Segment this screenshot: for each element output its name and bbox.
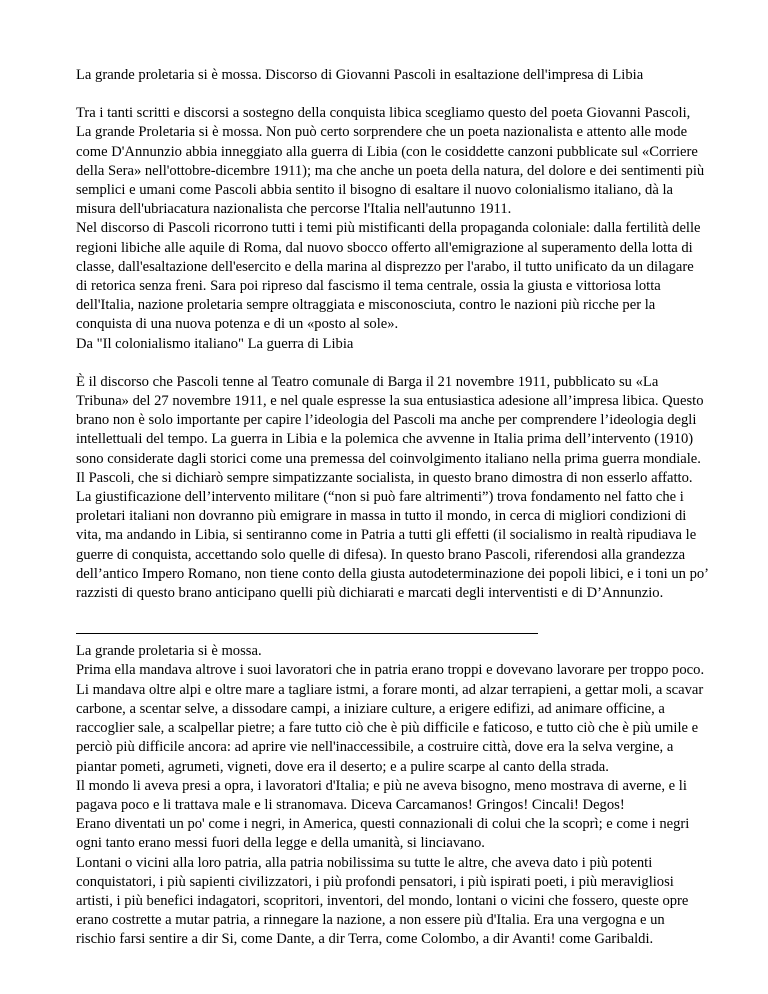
speech-paragraph: Il mondo li aveva presi a opra, i lavoratori d'Italia; e più ne aveva bisogno, meno mostrava di averne, e li pagava poco e li trattava male e li stranomava. Diceva Carcamanos! Gringos! Cincali! Degos! xyxy=(76,777,687,813)
document-title: La grande proletaria si è mossa. Discorso di Giovanni Pascoli in esaltazione dell'impresa di Libia xyxy=(76,67,644,83)
intro-paragraph-1: Tra i tanti scritti e discorsi a sostegno della conquista libica scegliamo questo del poeta Giovanni Pascoli, La grande Proletaria si è mossa. Non può certo sorprendere che un poeta nazionalista e attento alle mode come D'Annunzio abbia inneggiato alla guerra di Libia (con le cosiddette canzoni pubblicate sul «Corriere della Sera» nell'ottobre-dicembre 1911); ma che anche un poeta della natura, del dolore e dei sentimenti più semplici e umani come Pascoli abbia sentito il bisogno di esaltare il nuovo colonialismo italiano, dà la misura dell'ubriacatura nazionalista che percorse l'Italia nell'autunno 1911. xyxy=(76,105,705,218)
horizontal-rule xyxy=(76,633,538,634)
intro-paragraph-2: Nel discorso di Pascoli ricorrono tutti i temi più mistificanti della propaganda coloniale: dalla fertilità delle regioni libiche alle aquile di Roma, dal nuovo sbocco offerto all'emigrazione al superamento della lotta di classe, dall'esaltazione dell'esercito e della marina al disprezzo per l'arabo, il tutto unificato da un dilagare di retorica senza freni. Sara poi ripreso dal fascismo il tema centrale, ossia la giusta e vittoriosa lotta dell'Italia, nazione proletaria sempre oltraggiata e misconosciuta, contro le nazioni più ricche per la conquista di una nuova potenza e di un «posto al sole». xyxy=(76,220,701,333)
speech-heading: La grande proletaria si è mossa. xyxy=(76,643,262,660)
context-paragraph: È il discorso che Pascoli tenne al Teatro comunale di Barga il 21 novembre 1911, pubblicato su «La Tribuna» del 27 novembre 1911, e nel quale espresse la sua entusiastica adesione all’impresa libica. Questo brano non è solo importante per capire l’ideologia del Pascoli ma anche per comprendere l’ideologia degli intellettuali del tempo. La guerra in Libia e la polemica che avvenne in Italia prima dell’intervento (1910) sono considerate dagli storici come una premessa del coinvolgimento italiano nella prima guerra mondiale. Il Pascoli, che si dichiarò sempre simpatizzante socialista, in questo brano dimostra di non esserlo affatto. La giustificazione dell’intervento militare (“non si può fare altrimenti”) trova fondamento nel fatto che i proletari italiani non dovranno più emigrare in massa in tutto il mondo, in cerca di migliori condizioni di vita, ma andando in Libia, si sentiranno come in Patria a tutti gli effetti (il socialismo in realtà ripudiava le guerre di conquista, accettando solo quelle di difesa). In questo brano Pascoli, riferendosi alla grandezza dell’antico Impero Romano, non tiene conto della giusta autodeterminazione dei popoli libici, e i toni un po’ razzisti di questo brano anticipano quelli più dichiarati e marcati degli interventisti e di D’Annunzio. xyxy=(76,373,708,602)
speech-paragraph: Erano diventati un po' come i negri, in America, questi connazionali di colui che la scoprì; e come i negri ogni tanto erano messi fuori della legge e della umanità, si linciavano. xyxy=(76,816,690,852)
document-page xyxy=(76,66,708,950)
speech-paragraph: Prima ella mandava altrove i suoi lavoratori che in patria erano troppi e dovevano lavorare per troppo poco. Li mandava oltre alpi e oltre mare a tagliare istmi, a forare monti, ad alzar terrapieni, a gettar moli, a scavar carbone, a scentar selve, a dissodare campi, a iniziare culture, a erigere edifizi, ad animare officine, a raccoglier sale, a scalpellar pietre; a fare tutto ciò che è più difficile e faticoso, e tutto ciò che è più umile e perciò più difficile ancora: ad aprire vie nell'inaccessibile, a costruire città, dove era la selva vergine, a piantar pometi, agrumeti, vigneti, dove era il deserto; e a pulire scarpe al canto della strada. xyxy=(76,662,705,775)
source-line: Da "Il colonialismo italiano" La guerra di Libia xyxy=(76,335,354,352)
speech-paragraph: Lontani o vicini alla loro patria, alla patria nobilissima su tutte le altre, che aveva dato i più potenti conquistatori, i più sapienti civilizzatori, i più profondi pensatori, i più ispirati poeti, i più meravigliosi artisti, i più benefici indagatori, scopritori, inventori, del mondo, lontani o vicini che fossero, queste opre erano costrette a mutar patria, a rinnegare la nazione, a non essere più d'Italia. Era una vergogna e un rischio farsi sentire a dir Si, come Dante, a dir Terra, come Colombo, a dir Avanti! come Garibaldi. xyxy=(76,854,689,948)
